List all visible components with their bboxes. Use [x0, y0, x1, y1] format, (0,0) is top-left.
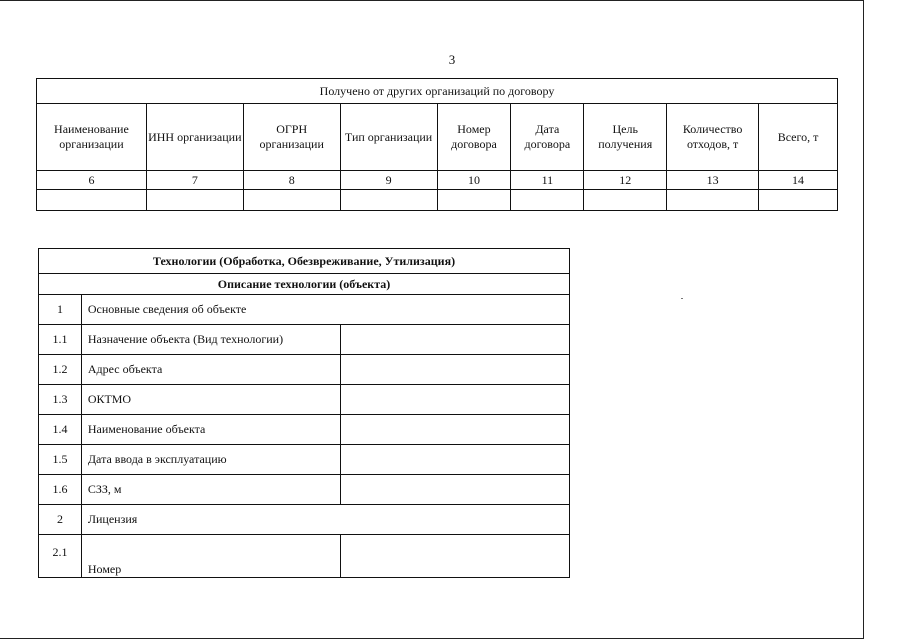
row-index: 1.5 — [39, 445, 82, 475]
empty-cell[interactable] — [511, 190, 584, 211]
header-waste-amount: Количество отходов, т — [667, 104, 759, 171]
field-row — [39, 445, 570, 475]
column-number: 14 — [759, 171, 838, 190]
column-number: 12 — [584, 171, 667, 190]
row-index: 1.1 — [39, 325, 82, 355]
section-row — [39, 505, 570, 535]
row-index: 1 — [39, 295, 82, 325]
empty-cell[interactable] — [340, 190, 437, 211]
row-label: Лицензия — [81, 505, 569, 535]
field-row — [39, 415, 570, 445]
column-number: 8 — [243, 171, 340, 190]
row-index: 1.6 — [39, 475, 82, 505]
empty-cell[interactable] — [146, 190, 243, 211]
technology-table-subtitle: Описание технологии (объекта) — [39, 274, 570, 295]
row-index: 1.2 — [39, 355, 82, 385]
column-number: 11 — [511, 171, 584, 190]
column-number: 7 — [146, 171, 243, 190]
empty-cell[interactable] — [759, 190, 838, 211]
section-row — [39, 295, 570, 325]
column-number: 10 — [437, 171, 511, 190]
column-number: 9 — [340, 171, 437, 190]
header-inn: ИНН организации — [146, 104, 243, 171]
row-index: 1.4 — [39, 415, 82, 445]
field-row — [39, 535, 570, 578]
row-index: 1.3 — [39, 385, 82, 415]
field-row — [39, 475, 570, 505]
technology-table — [38, 248, 570, 578]
empty-cell[interactable] — [243, 190, 340, 211]
header-org-name: Наименование организации — [37, 104, 147, 171]
field-row — [39, 325, 570, 355]
contract-table-caption: Получено от других организаций по договору — [37, 79, 838, 104]
value-cell[interactable] — [341, 385, 570, 415]
column-number: 13 — [667, 171, 759, 190]
scan-speck — [681, 298, 683, 299]
field-row — [39, 385, 570, 415]
empty-cell[interactable] — [667, 190, 759, 211]
page-number: 3 — [448, 52, 456, 67]
value-cell[interactable] — [341, 535, 570, 578]
row-index: 2 — [39, 505, 82, 535]
header-purpose: Цель получения — [584, 104, 667, 171]
row-label: Наименование объекта — [81, 415, 340, 445]
column-number-row — [37, 171, 838, 190]
row-label: Назначение объекта (Вид технологии) — [81, 325, 340, 355]
contract-table — [36, 78, 838, 211]
header-contract-date: Дата договора — [511, 104, 584, 171]
row-index: 2.1 — [39, 535, 82, 578]
empty-cell[interactable] — [584, 190, 667, 211]
row-label: Номер — [81, 535, 340, 578]
row-label: Дата ввода в эксплуатацию — [81, 445, 340, 475]
empty-cell[interactable] — [437, 190, 511, 211]
row-label: ОКТМО — [81, 385, 340, 415]
header-total: Всего, т — [759, 104, 838, 171]
field-row — [39, 355, 570, 385]
empty-data-row — [37, 190, 838, 211]
row-label: СЗЗ, м — [81, 475, 340, 505]
header-ogrn: ОГРН организации — [243, 104, 340, 171]
column-number: 6 — [37, 171, 147, 190]
value-cell[interactable] — [341, 355, 570, 385]
header-row — [37, 104, 838, 171]
row-label: Основные сведения об объекте — [81, 295, 569, 325]
value-cell[interactable] — [341, 445, 570, 475]
header-contract-number: Номер договора — [437, 104, 511, 171]
technology-table-title: Технологии (Обработка, Обезвреживание, Утилизация) — [39, 249, 570, 274]
value-cell[interactable] — [341, 475, 570, 505]
empty-cell[interactable] — [37, 190, 147, 211]
row-label: Адрес объекта — [81, 355, 340, 385]
value-cell[interactable] — [341, 415, 570, 445]
value-cell[interactable] — [341, 325, 570, 355]
header-org-type: Тип организации — [340, 104, 437, 171]
